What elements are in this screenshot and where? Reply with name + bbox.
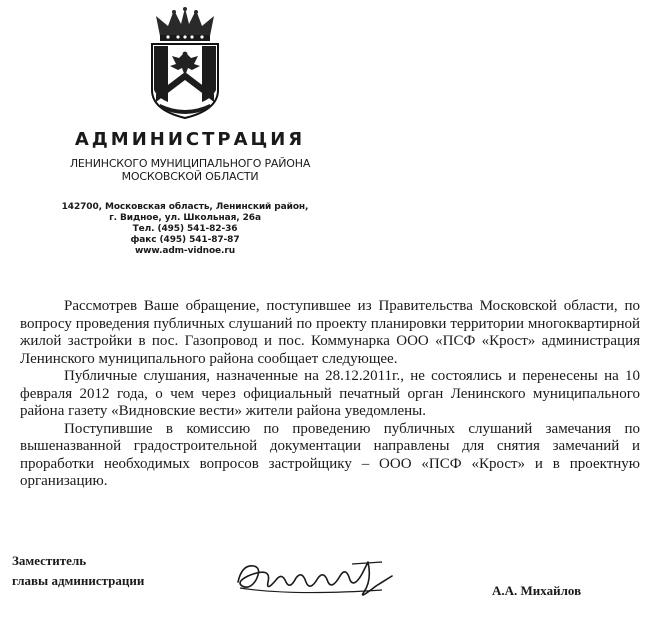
address-line2: г. Видное, ул. Школьная, 26а (109, 213, 261, 223)
organization-title: АДМИНИСТРАЦИЯ (74, 129, 306, 150)
address-line1: 142700, Московская область, Ленинский район, (61, 202, 309, 212)
phone-number: Тел. (495) 541-82-36 (132, 224, 238, 234)
signatory-position (12, 551, 212, 591)
body-paragraph-1: Рассмотрев Ваше обращение, поступившее из Правительства Московской области, по вопросу проведения публичных слушаний по проекту планировки территории многоквартирной жилой застройки в пос. Газопровод и пос. Коммунарка ООО «ПСФ «Крост» администрация Ленинского муниципального района сообщает следующее. (20, 298, 640, 367)
body-paragraph-3: Поступившие в комиссию по проведению публичных слушаний замечания по вышеназванной градостроительной документации направлены для снятия замечаний и проработки необходимых вопросов застройщику – ООО «ПСФ «Крост» и в проектную организацию. (20, 420, 640, 489)
signatory-position-line2: главы администрации (12, 573, 145, 588)
handwritten-signature-icon (232, 552, 402, 612)
signer-name: А.А. Михайлов (492, 583, 582, 598)
organization-subtitle-line1: ЛЕНИНСКОГО МУНИЦИПАЛЬНОГО РАЙОНА (69, 157, 311, 170)
website: www.adm-vidnoe.ru (134, 246, 236, 256)
coat-of-arms-icon (146, 6, 224, 120)
organization-subtitle-line2: МОСКОВСКОЙ ОБЛАСТИ (121, 170, 259, 183)
signatory-position-line1: Заместитель (12, 553, 87, 568)
fax-number: факс (495) 541-87-87 (130, 235, 240, 245)
body-paragraph-2: Публичные слушания, назначенные на 28.12.2011г., не состоялись и перенесены на 10 февраля 2012 года, о чем через официальный печатный орган Ленинского муниципального района газету «Видновские вести» жители района уведомлены. (20, 368, 640, 419)
letter-body (20, 298, 640, 491)
